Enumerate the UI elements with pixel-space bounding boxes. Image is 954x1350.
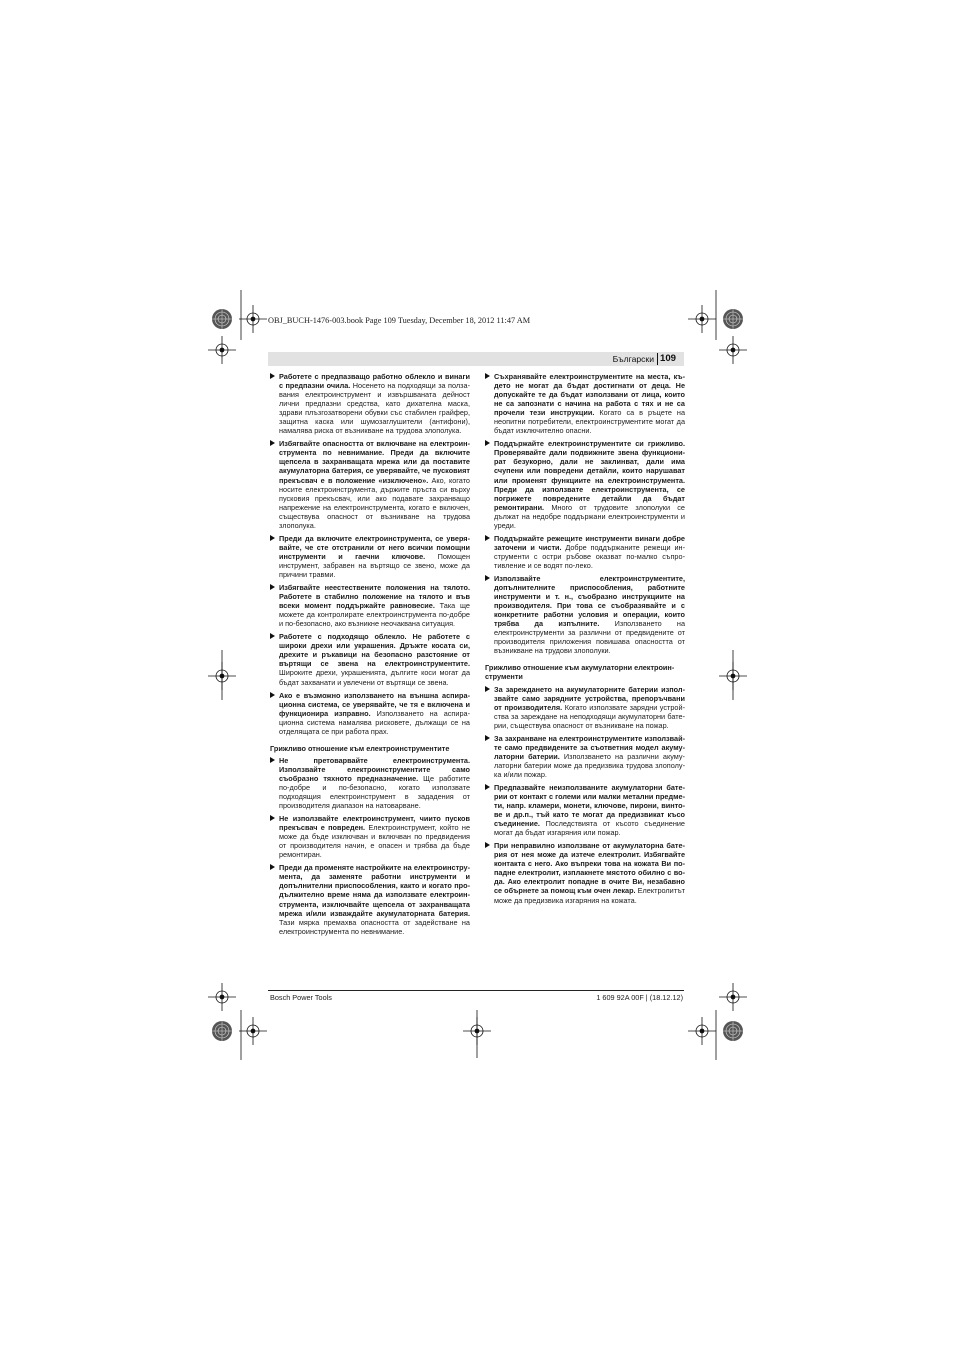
page-number: 109: [659, 353, 676, 364]
bullet-arrow-icon: [485, 373, 490, 379]
instruction-bold: Не претоварвайте електроинструмента. Използвайте електроинструментите само съобразно тяхното предназначение.: [279, 755, 470, 783]
safety-instruction-item: [270, 863, 470, 935]
bullet-arrow-icon: [485, 784, 490, 790]
instruction-bold: За захранване на електроинструментите използвайте само предвидените за съответния модел акумулаторни батерии.: [494, 733, 685, 761]
safety-instruction-item: [485, 574, 685, 655]
instruction-text: Електролитът може да предизвика изгаряния на кожата.: [494, 886, 685, 905]
print-header: OBJ_BUCH-1476-003.book Page 109 Tuesday, December 18, 2012 11:47 AM: [268, 316, 531, 325]
instruction-text: Широките дрехи, украшенията, дългите коси могат да бъдат захванати и увлечени от въртящи се звена.: [279, 668, 470, 687]
safety-instruction-item: [270, 439, 470, 529]
bullet-arrow-icon: [270, 373, 275, 379]
instruction-text: Електроинструмент, който не може да бъде изключван и включван по предвидения от производителя начин, е опасен и трябва да бъде ремонтиран.: [279, 823, 470, 860]
instruction-text: Тази мярка премахва опасността от задействане на електроинструмента по невнимание.: [279, 917, 470, 936]
safety-instruction-item: [485, 372, 685, 435]
language-label: Български: [612, 354, 654, 364]
bullet-arrow-icon: [270, 815, 275, 821]
instruction-bold: Избягвайте неестествените положения на тялото. Работете в стабилно положение на тялото и във всеки момент поддържайте равновесие.: [279, 583, 470, 611]
instruction-bold: Преди да включите електроинструмента, се уверявайте, че сте отстранили от него всички помощни инструменти и гаечни ключове.: [279, 533, 470, 561]
bullet-arrow-icon: [270, 757, 275, 763]
safety-instruction-item: [270, 372, 470, 435]
safety-instruction-item: [270, 534, 470, 579]
instruction-text: Помощен инструмент, забравен на въртящо се звено, може да причини травми.: [279, 551, 470, 579]
instruction-bold: Работете с предпазващо работно облекло и винаги с предпазни очила.: [279, 372, 470, 391]
safety-instruction-item: [485, 534, 685, 570]
header-separator: [657, 353, 658, 365]
safety-instruction-item: [270, 583, 470, 628]
safety-instruction-item: [485, 439, 685, 529]
section-title: Грижливо отношение към акумулаторни електроинструменти: [485, 663, 675, 682]
safety-instruction-item: [270, 691, 470, 736]
instruction-text: Така ще можете да контролирате електроинструмента по-добре и по-безопасно, ако възникне неочаквана ситуация.: [279, 601, 470, 629]
instruction-text: Ако, когато носите електроинструмента, държите пръста си върху пусковия прекъсвач, или ако подавате захранващо напрежение на електроинструмента, когато е включен, съществува опасност от възникване на трудова злополука.: [279, 475, 470, 530]
footer-rule: [268, 990, 684, 991]
bullet-arrow-icon: [270, 864, 275, 870]
bullet-arrow-icon: [485, 686, 490, 692]
safety-instruction-item: [270, 632, 470, 686]
instruction-text: Използването на аспирационна система намалява рисковете, дължащи се на отделящата се при работа прах.: [279, 708, 470, 736]
safety-instruction-item: [485, 685, 685, 730]
bullet-arrow-icon: [485, 575, 490, 581]
bullet-arrow-icon: [270, 584, 275, 590]
footer-doc-code: 1 609 92A 00F | (18.12.12): [596, 993, 683, 1002]
bullet-arrow-icon: [485, 735, 490, 741]
safety-instruction-item: [270, 756, 470, 810]
section-title: Грижливо отношение към електроинструментите: [270, 743, 450, 753]
bullet-arrow-icon: [270, 535, 275, 541]
safety-instruction-item: [270, 814, 470, 859]
language-bar: [268, 352, 684, 366]
bullet-arrow-icon: [485, 440, 490, 446]
instruction-bold: Предпазвайте неизползваните акумулаторни батерии от контакт с големи или малки метални предмети, напр. кламери, монети, ключове, пирони, винтове и др.п., тъй като те могат да предизвикат късо съединение.: [494, 782, 685, 829]
instruction-text: Когато са в ръцете на неопитни потребители, електроинструментите могат да бъдат изключително опасни.: [494, 408, 686, 436]
bullet-arrow-icon: [270, 692, 275, 698]
instruction-text: Използването на различни акумулаторни батерии може да предизвика трудова злополука и/или пожар.: [494, 751, 685, 779]
safety-instruction-item: [485, 783, 685, 837]
instruction-text: Ще работите по-добре и по-безопасно, когато използвате подходящия електроинструмент в зададения от производителя диапазон на натоварване.: [279, 773, 470, 811]
safety-instruction-item: [485, 841, 685, 904]
instruction-bold: Избягвайте опасността от включване на електроинструмента по невнимание. Преди да включите щепсела в захранващата мрежа или да поставите акумулаторна батерия, се уверявайте, че пусковият прекъсвач е в положение «изключено».: [279, 439, 470, 485]
bullet-arrow-icon: [485, 842, 490, 848]
instruction-bold: Преди да променяте настройките на електроинструмента, да заменяте работни инструменти и допълнителни приспособления, както и когато продължително време няма да използвате електроинструмента, изключвайте щепсела от захранващата мрежа и/или изваждайте акумулаторната батерия.: [279, 863, 470, 918]
left-column: [270, 372, 470, 940]
instruction-bold: Използвайте електроинструментите, допълнителните приспособления, работните инструменти и т. н., съобразно инструкциите на производителя. При това се съобразявайте и с конкретните работни условия и операции, които трябва да изпълните.: [494, 573, 685, 629]
instruction-bold: За зареждането на акумулаторните батерии използвайте само зарядните устройства, препоръчвани от производителя.: [494, 684, 685, 712]
instruction-text: Много от трудовите злополуки се дължат на недобре поддържани електроинструменти и уреди.: [494, 502, 685, 530]
bullet-arrow-icon: [270, 633, 275, 639]
instruction-bold: Съхранявайте електроинструментите на места, където не могат да бъдат достигнати от деца. Не допускайте те да бъдат използвани от лица, които не са запознати с начина на работа с тях и не са прочели тези инструкции.: [494, 372, 685, 418]
instruction-bold: Работете с подходящо облекло. Не работете с широки дрехи или украшения. Дръжте косата си, дрехите и ръкавици на безопасно разстояние от въртящи се звена на електроинструментите.: [279, 632, 470, 669]
instruction-bold: Поддържайте електроинструментите си грижливо. Проверявайте дали подвижните звена функционират безукорно, дали не заклинват, дали има счупени или повредени детайли, които нарушават или променят функциите на електроинструмента. Преди да използвате електроинструмента, се погрижете повредените детайли да бъдат ремонтирани.: [494, 439, 685, 512]
instruction-bold: Поддържайте режещите инструменти винаги добре заточени и чисти.: [494, 533, 685, 552]
bullet-arrow-icon: [485, 535, 490, 541]
footer-brand: Bosch Power Tools: [270, 993, 332, 1002]
instruction-text: Носенето на подходящи за ползавания електроинструмент и извършваната дейност лични предпазни средства, като дихателна маска, здрави плъзгозатворени обувки със стабилен грайфер, защитна каска или шумозаглушители (антифони), намалява риска от възникване на трудова злополука.: [279, 381, 470, 436]
instruction-text: Последствията от късото съединение могат да бъдат изгаряния или пожар.: [494, 819, 685, 838]
right-column: [485, 372, 685, 909]
instruction-bold: При неправилно използване от акумулаторна батерия от нея може да изтече електролит. Избягвайте контакта с него. Ако въпреки това на кожата Ви попадне електролит, изплакнете мястото обилно с вода. Ако електролит попадне в очите Ви, незабавно се обърнете за помощ към очен лекар.: [494, 841, 685, 896]
instruction-bold: Ако е възможно използването на външна аспирационна система, се уверявайте, че тя е включена и функционира изправно.: [279, 690, 470, 718]
instruction-bold: Не използвайте електроинструмент, чиито пусков прекъсвач е повреден.: [279, 814, 470, 833]
instruction-text: Добре поддържаните режещи инструменти с остри ръбове оказват по-малко съпротивление и се водят по-леко.: [494, 542, 685, 570]
instruction-text: Когато използвате зарядни устройства за зареждане на неподходящи акумулаторни батерии, съществува опасност от възникване на пожар.: [494, 702, 685, 730]
instruction-text: Използването на електроинструменти за различни от предвидените от производителя приложения повишава опасността от възникване на трудови злополуки.: [494, 619, 685, 656]
bullet-arrow-icon: [270, 440, 275, 446]
safety-instruction-item: [485, 734, 685, 779]
